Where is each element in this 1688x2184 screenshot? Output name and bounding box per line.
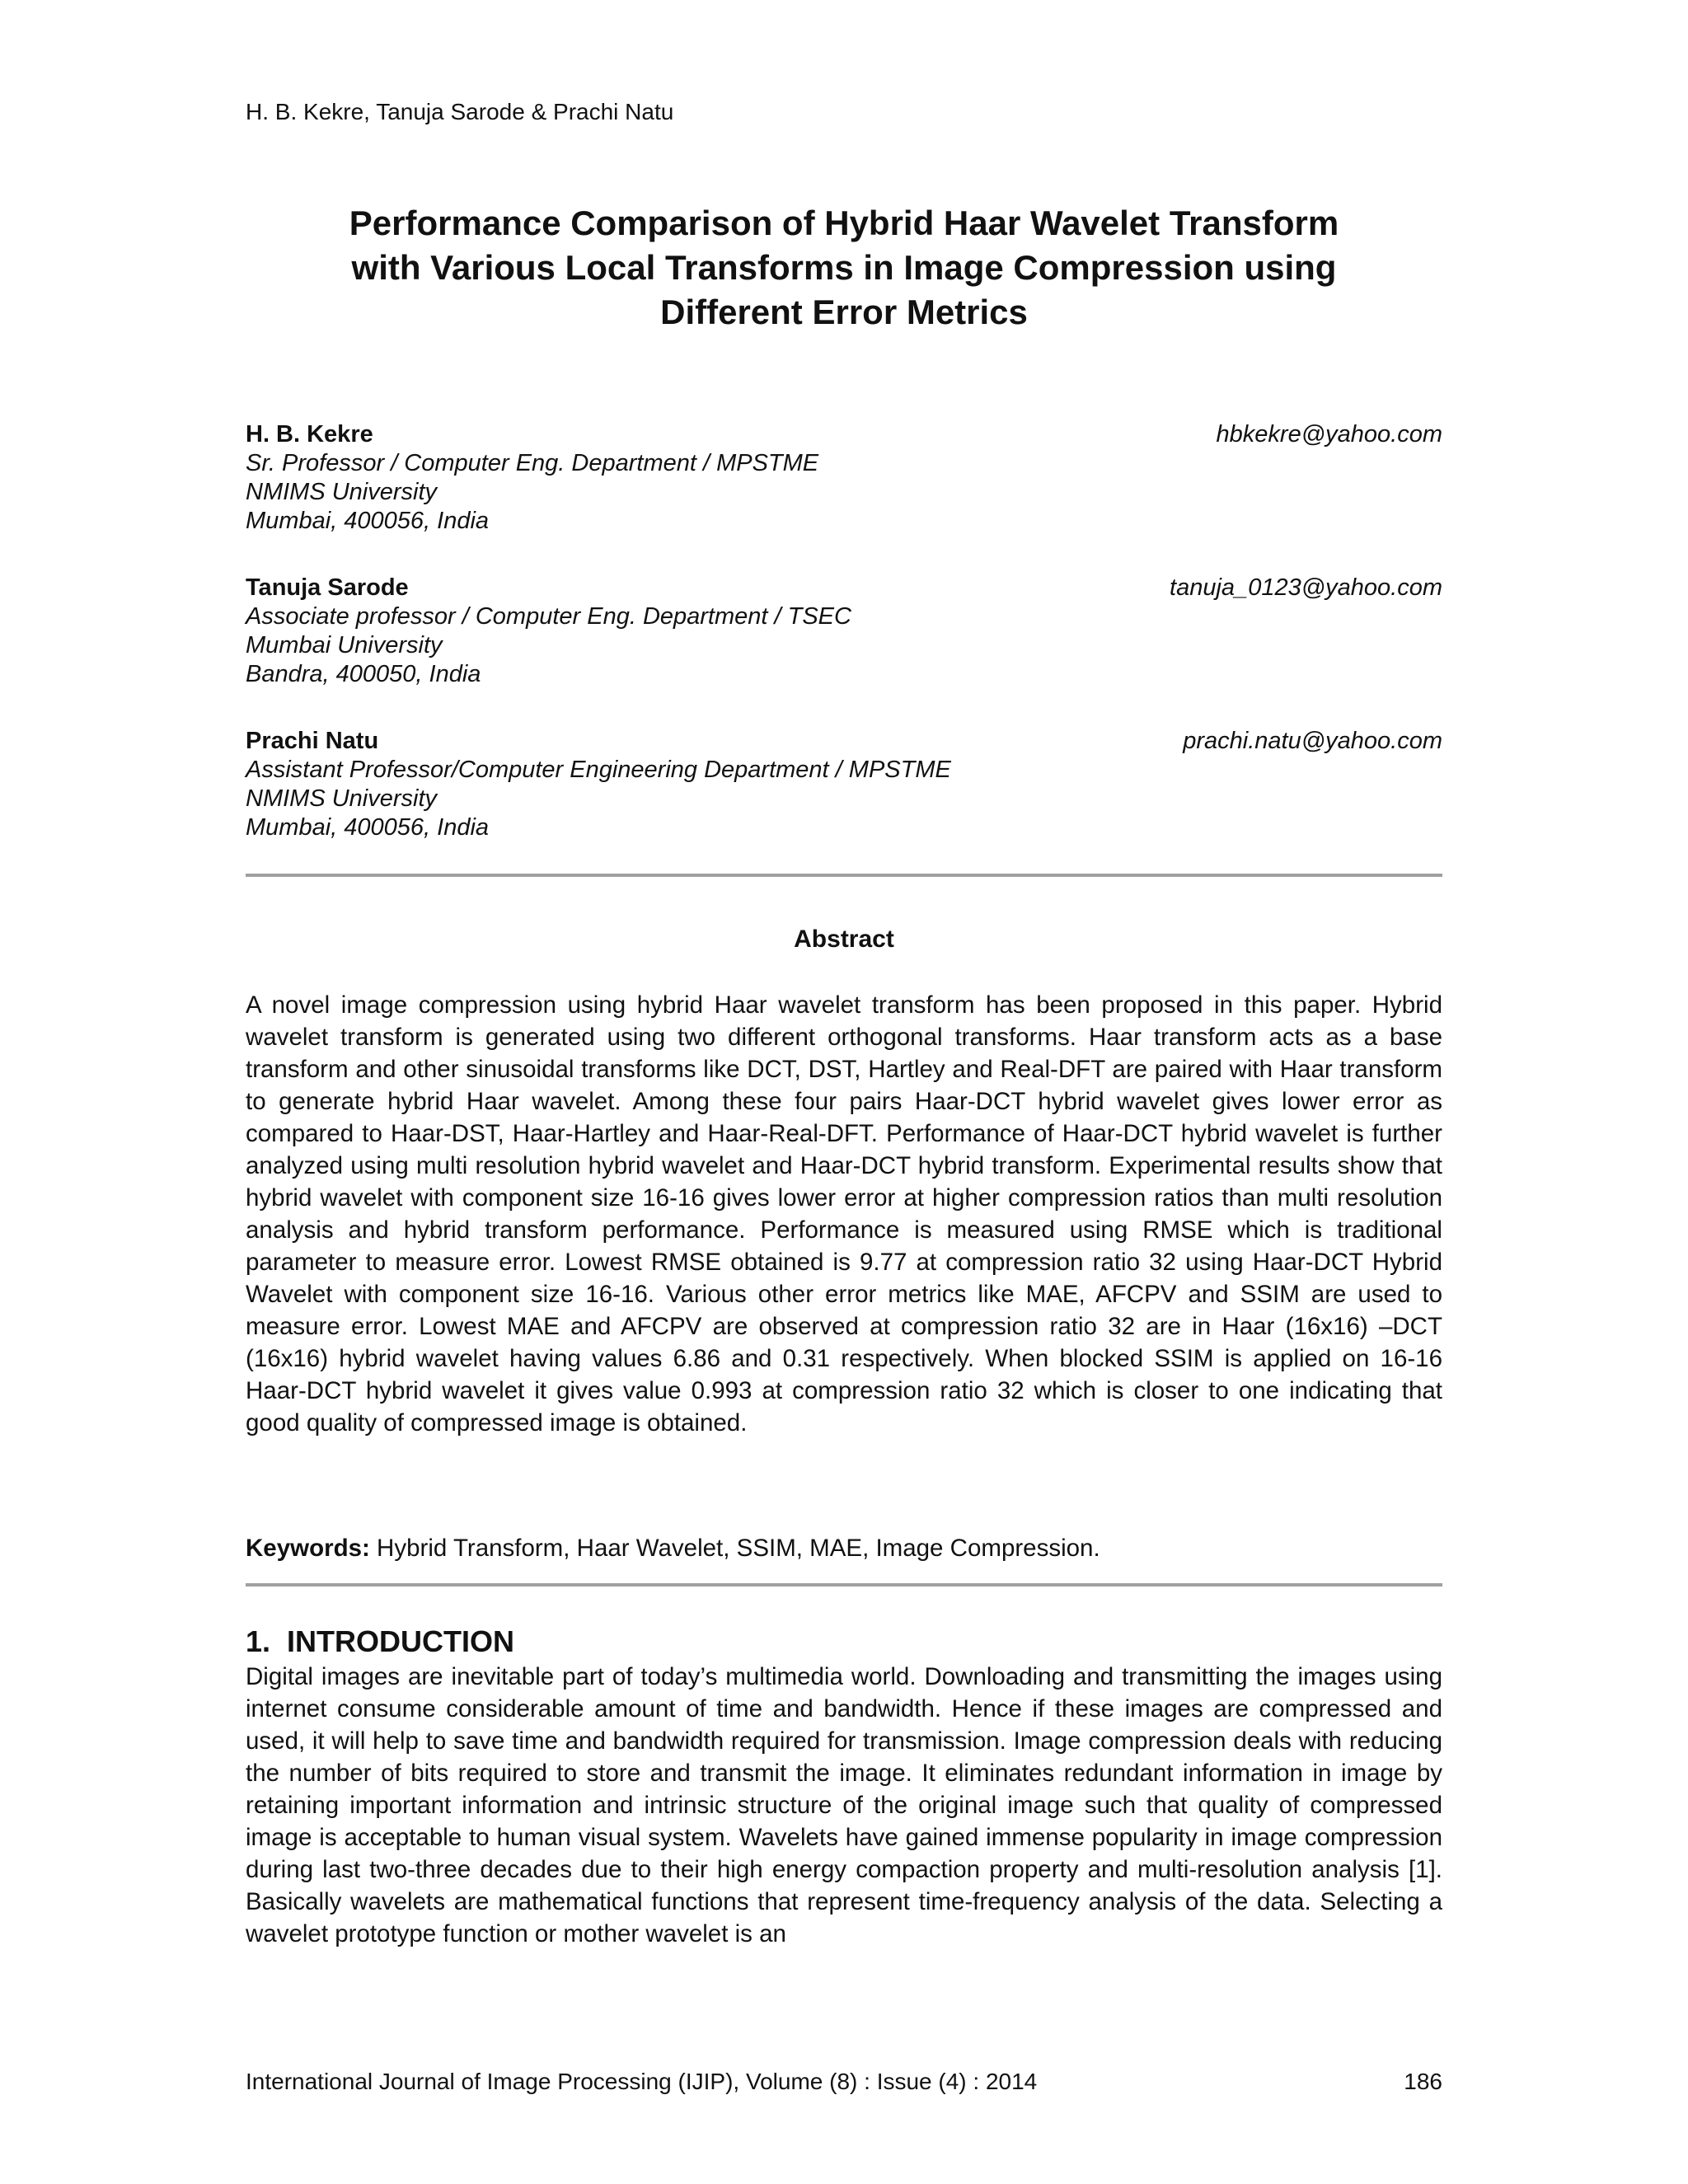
author-email[interactable]: prachi.natu@yahoo.com [1183,728,1442,754]
section-divider [246,1583,1442,1586]
author-email[interactable]: tanuja_0123@yahoo.com [1170,574,1442,601]
paper-title-line: Different Error Metrics [660,293,1028,331]
author-affiliation-line: Sr. Professor / Computer Eng. Department / MPSTME [246,450,819,476]
author-affiliation-line: Mumbai, 400056, India [246,508,490,534]
author-name: Prachi Natu [246,728,379,754]
author-affiliation-line: NMIMS University [246,785,438,812]
author-affiliation-line: Bandra, 400050, India [246,661,481,687]
keywords-label: Keywords: [246,1535,370,1562]
page-footer [246,2067,1442,2097]
author-affiliation-line: Associate professor / Computer Eng. Department / TSEC [246,603,851,630]
abstract-heading: Abstract [794,926,894,953]
author-email[interactable]: hbkekre@yahoo.com [1216,421,1442,448]
section-heading-introduction [246,1624,514,1660]
running-header-authors: H. B. Kekre, Tanuja Sarode & Prachi Natu [246,99,674,124]
section-title: INTRODUCTION [287,1624,515,1658]
author-affiliation-line: Mumbai University [246,632,443,658]
journal-citation: International Journal of Image Processing (IJIP), Volume (8) : Issue (4) : 2014 [246,2069,1038,2094]
author-name: Tanuja Sarode [246,574,409,601]
author-list [246,420,1442,842]
author-block [246,420,1442,536]
introduction-text: Digital images are inevitable part of today’s multimedia world. Downloading and transmitting the images using internet consume considerable amount of time and bandwidth. Hence if these images are compressed and used, it will help to save time and bandwidth required for transmission. Image compression deals with reducing the number of bits required to store and transmit the image. It eliminates redundant information in image by retaining important information and intrinsic structure of the original image such that quality of compressed image is acceptable to human visual system. Wavelets have gained immense popularity in image compression during last two-three decades due to their high energy compaction property and multi-resolution analysis [1]. Basically wavelets are mathematical functions that represent time-frequency analysis of the data. Selecting a wavelet prototype function or mother wavelet is an [246,1663,1442,1947]
keywords-text: Hybrid Transform, Haar Wavelet, SSIM, MAE, Image Compression. [377,1535,1100,1562]
author-affiliation-line: NMIMS University [246,479,438,505]
author-block [246,574,1442,689]
keywords-line [246,1533,1442,1564]
author-block [246,727,1442,842]
paper-title-line: with Various Local Transforms in Image Compression using [351,248,1337,287]
abstract-text: A novel image compression using hybrid Haar wavelet transform has been proposed in this paper. Hybrid wavelet transform is generated using two different orthogonal transforms. Haar transform acts as a base transform and other sinusoidal transforms like DCT, DST, Hartley and Real-DFT are paired with Haar transform to generate hybrid Haar wavelet. Among these four pairs Haar-DCT hybrid wavelet gives lower error as compared to Haar-DST, Haar-Hartley and Haar-Real-DFT. Performance of Haar-DCT hybrid wavelet is further analyzed using multi resolution hybrid wavelet and Haar-DCT hybrid transform. Experimental results show that hybrid wavelet with component size 16-16 gives lower error at higher compression ratios than multi resolution analysis and hybrid transform performance. Performance is measured using RMSE which is traditional parameter to measure error. Lowest RMSE obtained is 9.77 at compression ratio 32 using Haar-DCT Hybrid Wavelet with component size 16-16. Various other error metrics like MAE, AFCPV and SSIM are used to measure error. Lowest MAE and AFCPV are observed at compression ratio 32 are in Haar (16x16) –DCT (16x16) hybrid wavelet having values 6.86 and 0.31 respectively. When blocked SSIM is applied on 16-16 Haar-DCT hybrid wavelet it gives value 0.993 at compression ratio 32 which is closer to one indicating that good quality of compressed image is obtained. [246,991,1442,1436]
paper-title [246,201,1442,335]
paper-title-line: Performance Comparison of Hybrid Haar Wavelet Transform [349,204,1339,242]
author-affiliation-line: Mumbai, 400056, India [246,814,490,841]
author-name: H. B. Kekre [246,421,373,448]
author-affiliation-line: Assistant Professor/Computer Engineering Department / MPSTME [246,757,951,783]
section-divider [246,874,1442,877]
page-number: 186 [1404,2069,1442,2094]
section-number: 1. [246,1624,271,1658]
